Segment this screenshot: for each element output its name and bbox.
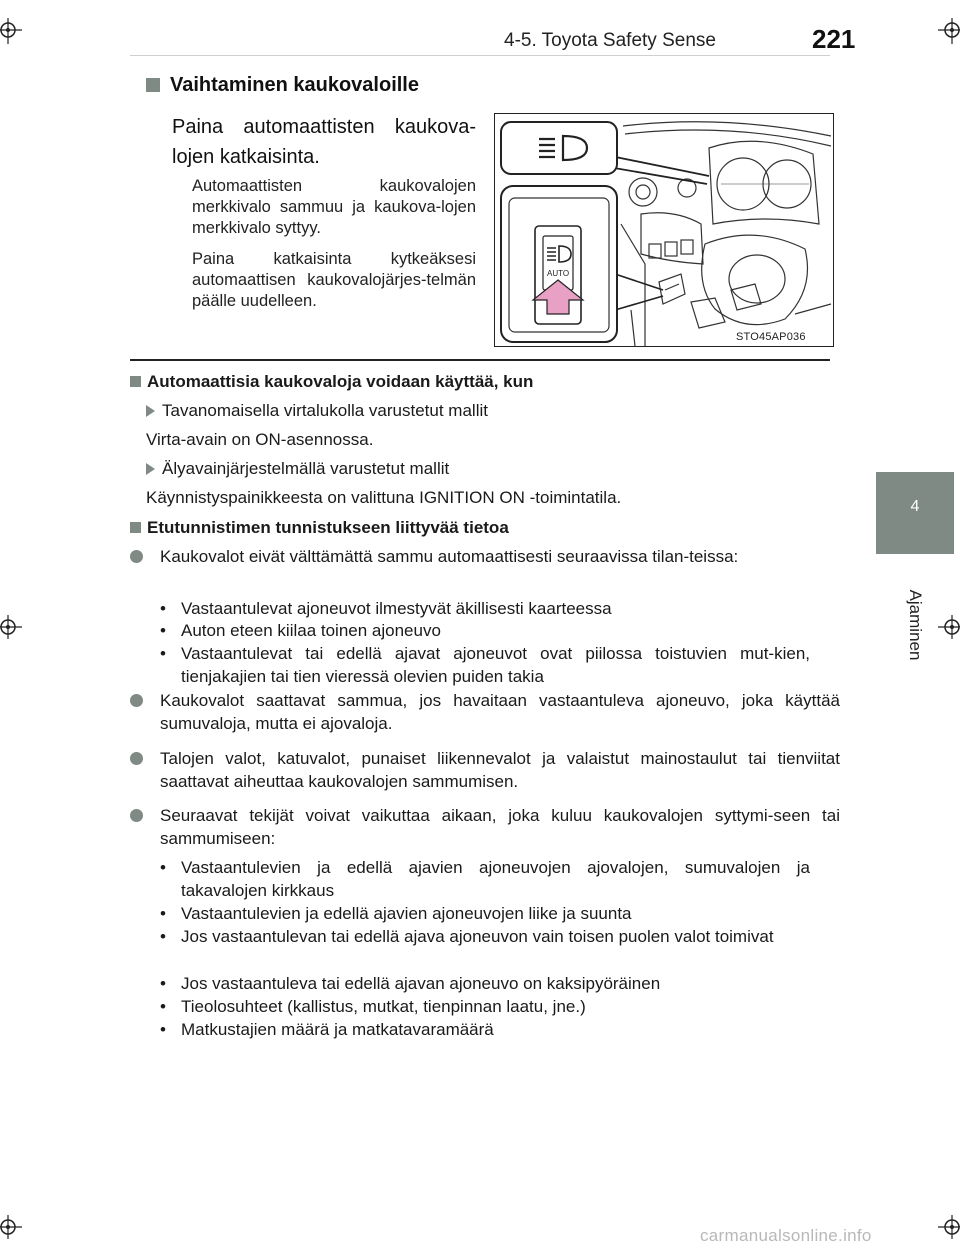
sensor-point-1-text: Kaukovalot eivät välttämättä sammu automaattisesti seuraavissa tilan-teissa:: [160, 547, 739, 566]
heading-square-icon: [146, 78, 160, 92]
list-item-text: Vastaantulevat ajoneuvot ilmestyvät äkillisesti kaarteessa: [181, 599, 612, 618]
condition-1-text: Tavanomaisella virtalukolla varustetut mallit: [162, 401, 488, 420]
circle-bullet-icon: [130, 550, 143, 563]
crop-mark-icon: [930, 612, 960, 642]
list-item-text: Jos vastaantuleva tai edellä ajavan ajoneuvo on kaksipyöräinen: [181, 974, 661, 993]
list-item: • Jos vastaantulevan tai edellä ajava ajoneuvon vain toisen puolen valot toimivat: [160, 925, 810, 948]
sensor-point-2: [130, 689, 840, 735]
crop-mark-icon: [0, 1212, 30, 1242]
list-item-text: Vastaantulevien ja edellä ajavien ajoneuvojen liike ja suunta: [181, 904, 632, 923]
list-item: • Tieolosuhteet (kallistus, mutkat, tienpinnan laatu, jne.): [160, 995, 810, 1018]
condition-2-text: Älyavainjärjestelmällä varustetut mallit: [162, 459, 450, 478]
heading-square-icon: [130, 376, 141, 387]
usage-heading: [130, 370, 830, 393]
sensor-point-2-text: Kaukovalot saattavat sammua, jos havaitaan vastaantuleva ajoneuvo, joka käyttää sumuvaloja, mutta ei ajovaloja.: [160, 691, 840, 733]
crop-mark-icon: [0, 612, 30, 642]
crop-mark-icon: [930, 16, 960, 46]
section-heading-text: Vaihtaminen kaukovaloille: [170, 74, 419, 96]
chapter-label: Ajaminen: [906, 589, 925, 661]
sensor-heading: [130, 516, 830, 539]
circle-bullet-icon: [130, 752, 143, 765]
circle-bullet-icon: [130, 694, 143, 707]
instruction-note-2: Paina katkaisinta kytkeäksesi automaattisen kaukovalojärjes-telmän päälle uudelleen.: [192, 250, 476, 310]
condition-1-detail: Virta-avain on ON-asennossa.: [146, 430, 374, 449]
figure-code: STO45AP036: [736, 331, 806, 343]
circle-bullet-icon: [130, 809, 143, 822]
list-item-text: Jos vastaantulevan tai edellä ajava ajoneuvon vain toisen puolen valot toimivat: [181, 927, 774, 946]
crop-mark-icon: [930, 1212, 960, 1242]
sensor-point-3-text: Talojen valot, katuvalot, punaiset liikennevalot ja valaistut mainostaulut tai tienviitat saattavat aiheuttaa kaukovalojen sammumisen.: [160, 749, 840, 791]
condition-2-detail: Käynnistyspainikkeesta on valittuna IGNITION ON -toimintatila.: [146, 488, 622, 507]
sensor-point-4: [130, 804, 840, 850]
triangle-bullet-icon: [146, 405, 155, 417]
condition-1: [146, 399, 846, 422]
footer-watermark: carmanualsonline.info: [700, 1226, 872, 1245]
header-rule: [130, 55, 830, 56]
list-item-text: Matkustajien määrä ja matkatavaramäärä: [181, 1020, 494, 1039]
list-item-text: Auton eteen kiilaa toinen ajoneuvo: [181, 621, 441, 640]
usage-heading-text: Automaattisia kaukovaloja voidaan käyttää, kun: [147, 372, 534, 391]
running-header-section: 4-5. Toyota Safety Sense: [504, 30, 716, 51]
condition-2: [146, 457, 846, 480]
list-item: • Vastaantulevat ajoneuvot ilmestyvät äkillisesti kaarteessa: [160, 597, 810, 620]
triangle-bullet-icon: [146, 463, 155, 475]
chapter-number: 4: [910, 498, 920, 515]
section-divider: [130, 359, 830, 361]
list-item: • Vastaantulevien ja edellä ajavien ajoneuvojen liike ja suunta: [160, 902, 810, 925]
dashboard-illustration: [494, 113, 834, 347]
instruction-step: Paina automaattisten kaukova-lojen katkaisinta.: [172, 116, 476, 168]
list-item-text: Vastaantulevien ja edellä ajavien ajoneuvojen ajovalojen, sumuvalojen ja takavalojen kirkkaus: [181, 858, 810, 900]
section-heading: [146, 74, 419, 97]
list-item: • Jos vastaantuleva tai edellä ajavan ajoneuvo on kaksipyöräinen: [160, 972, 810, 995]
list-item: • Auton eteen kiilaa toinen ajoneuvo: [160, 619, 810, 642]
sensor-point-3: [130, 747, 840, 793]
page-number: 221: [812, 24, 856, 54]
list-item: • Vastaantulevien ja edellä ajavien ajoneuvojen ajovalojen, sumuvalojen ja takavalojen kirkkaus: [160, 858, 810, 900]
crop-mark-icon: [0, 16, 30, 46]
list-item: • Vastaantulevat tai edellä ajavat ajoneuvot ovat piilossa toistuvien mut-kien, tienjakajien tai tien vieressä olevien puiden takia: [160, 644, 810, 686]
list-item: • Matkustajien määrä ja matkatavaramäärä: [160, 1018, 810, 1041]
dashboard-drawing: [495, 114, 833, 346]
heading-square-icon: [130, 522, 141, 533]
sensor-point-1: [130, 545, 840, 568]
instruction-note-1: Automaattisten kaukovalojen merkkivalo sammuu ja kaukova-lojen merkkivalo syttyy.: [192, 177, 476, 237]
list-item-text: Tieolosuhteet (kallistus, mutkat, tienpinnan laatu, jne.): [181, 997, 586, 1016]
auto-switch-label: AUTO: [547, 269, 570, 278]
sensor-list: [130, 545, 840, 1045]
sensor-heading-text: Etutunnistimen tunnistukseen liittyvää tietoa: [147, 518, 509, 537]
sensor-point-4-text: Seuraavat tekijät voivat vaikuttaa aikaan, joka kuluu kaukovalojen syttymi-seen tai sammumiseen:: [160, 806, 840, 848]
list-item-text: Vastaantulevat tai edellä ajavat ajoneuvot ovat piilossa toistuvien mut-kien, tienjakajien tai tien vieressä olevien puiden takia: [181, 644, 810, 686]
